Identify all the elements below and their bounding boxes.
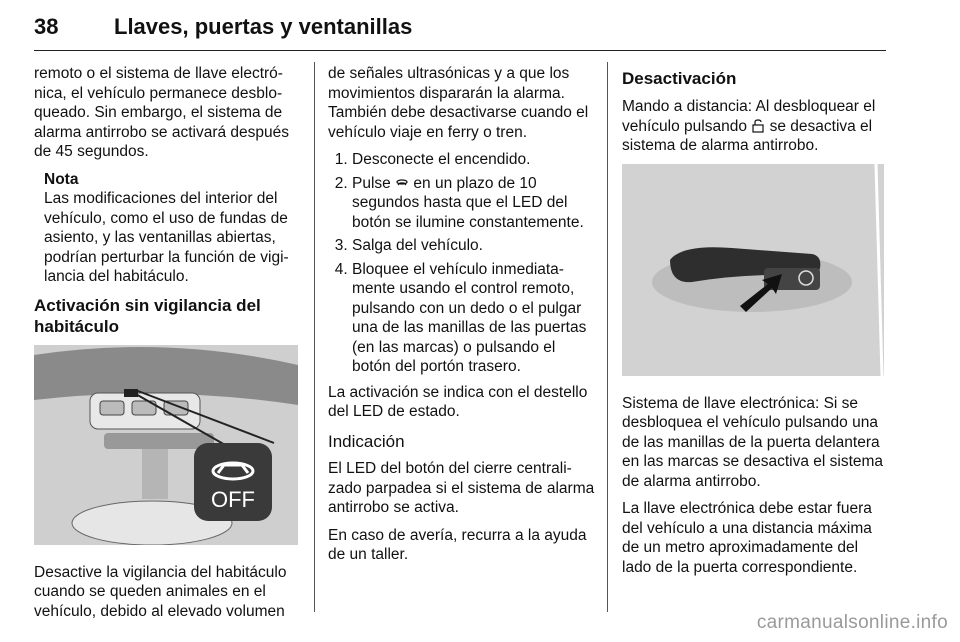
paragraph: Desactive la vigilancia del habitáculo cuando se queden animales en el vehículo, debido al elevado volumen xyxy=(34,563,287,620)
paragraph xyxy=(622,97,886,156)
column-3 xyxy=(622,64,886,585)
step-text: en un plazo de 10 segundos hasta que el LED del botón se ilumine constantemente. xyxy=(352,174,584,231)
note-title: Nota xyxy=(44,170,79,188)
list-item: 1. Desconecte el encendido. xyxy=(352,150,596,170)
list-item: 3. Salga del vehículo. xyxy=(352,236,596,256)
paragraph: remoto o el sistema de llave electró-nica, el vehículo permanece desblo-queado. Sin embargo, el sistema de alarma antirrobo se activará después de 45 segundos. xyxy=(34,65,290,160)
paragraph-text: Mando a distancia: Al desbloquear el vehículo pulsando xyxy=(622,98,876,135)
page-header xyxy=(34,6,886,51)
paragraph-text: se desactiva el sistema de alarma antirrobo. xyxy=(622,117,873,154)
paragraph: Sistema de llave electrónica: Si se desbloquea el vehículo pulsando una de las manillas de la puerta delantera en las marcas se desactiva el sistema de alarma antirrobo. xyxy=(622,394,884,490)
steps-list xyxy=(328,150,596,377)
column-divider xyxy=(607,62,608,612)
watermark: carmanualsonline.info xyxy=(756,612,948,633)
paragraph: La activación se indica con el destello del LED de estado. xyxy=(328,383,588,420)
column-2 xyxy=(328,64,596,573)
paragraph: La llave electrónica debe estar fuera del vehículo a una distancia máxima de un metro aproximadamente del lado de la puerta correspondiente. xyxy=(622,500,872,576)
section-heading: Indicación xyxy=(328,431,405,451)
interior-monitoring-figure xyxy=(34,345,298,545)
page-number: 38 xyxy=(34,14,59,39)
section-heading: Activación sin vigilancia del habitáculo xyxy=(34,295,261,336)
chapter-title: Llaves, puertas y ventanillas xyxy=(114,14,413,39)
interior-monitoring-off-icon xyxy=(395,176,409,190)
list-item: 4. Bloquee el vehículo inmediata-mente usando el control remoto, pulsando con un dedo o el pulgar una de las manillas de las puertas (en las marcas) o pulsando el botón del portón trasero. xyxy=(352,260,596,377)
unlock-icon xyxy=(751,119,765,133)
off-label: OFF xyxy=(211,486,255,512)
note-text: Las modificaciones del interior del vehículo, como el uso de fundas de asiento, y las ventanillas abiertas, podrían perturbar la función de vigi-lancia del habitáculo. xyxy=(44,190,289,285)
step-prefix: Pulse xyxy=(352,174,391,192)
list-item xyxy=(352,174,596,233)
note-box xyxy=(44,170,300,287)
column-divider xyxy=(314,62,315,612)
paragraph: de señales ultrasónicas y a que los movimientos dispararán la alarma. También debe desactivarse cuando el vehículo viaje en ferry o tren. xyxy=(328,65,589,141)
paragraph: En caso de avería, recurra a la ayuda de un taller. xyxy=(328,526,587,563)
door-handle-figure xyxy=(622,164,884,376)
section-heading: Desactivación xyxy=(622,69,737,88)
column-1 xyxy=(34,64,300,629)
paragraph: El LED del botón del cierre centrali-zado parpadea si el sistema de alarma antirrobo se activa. xyxy=(328,460,595,516)
